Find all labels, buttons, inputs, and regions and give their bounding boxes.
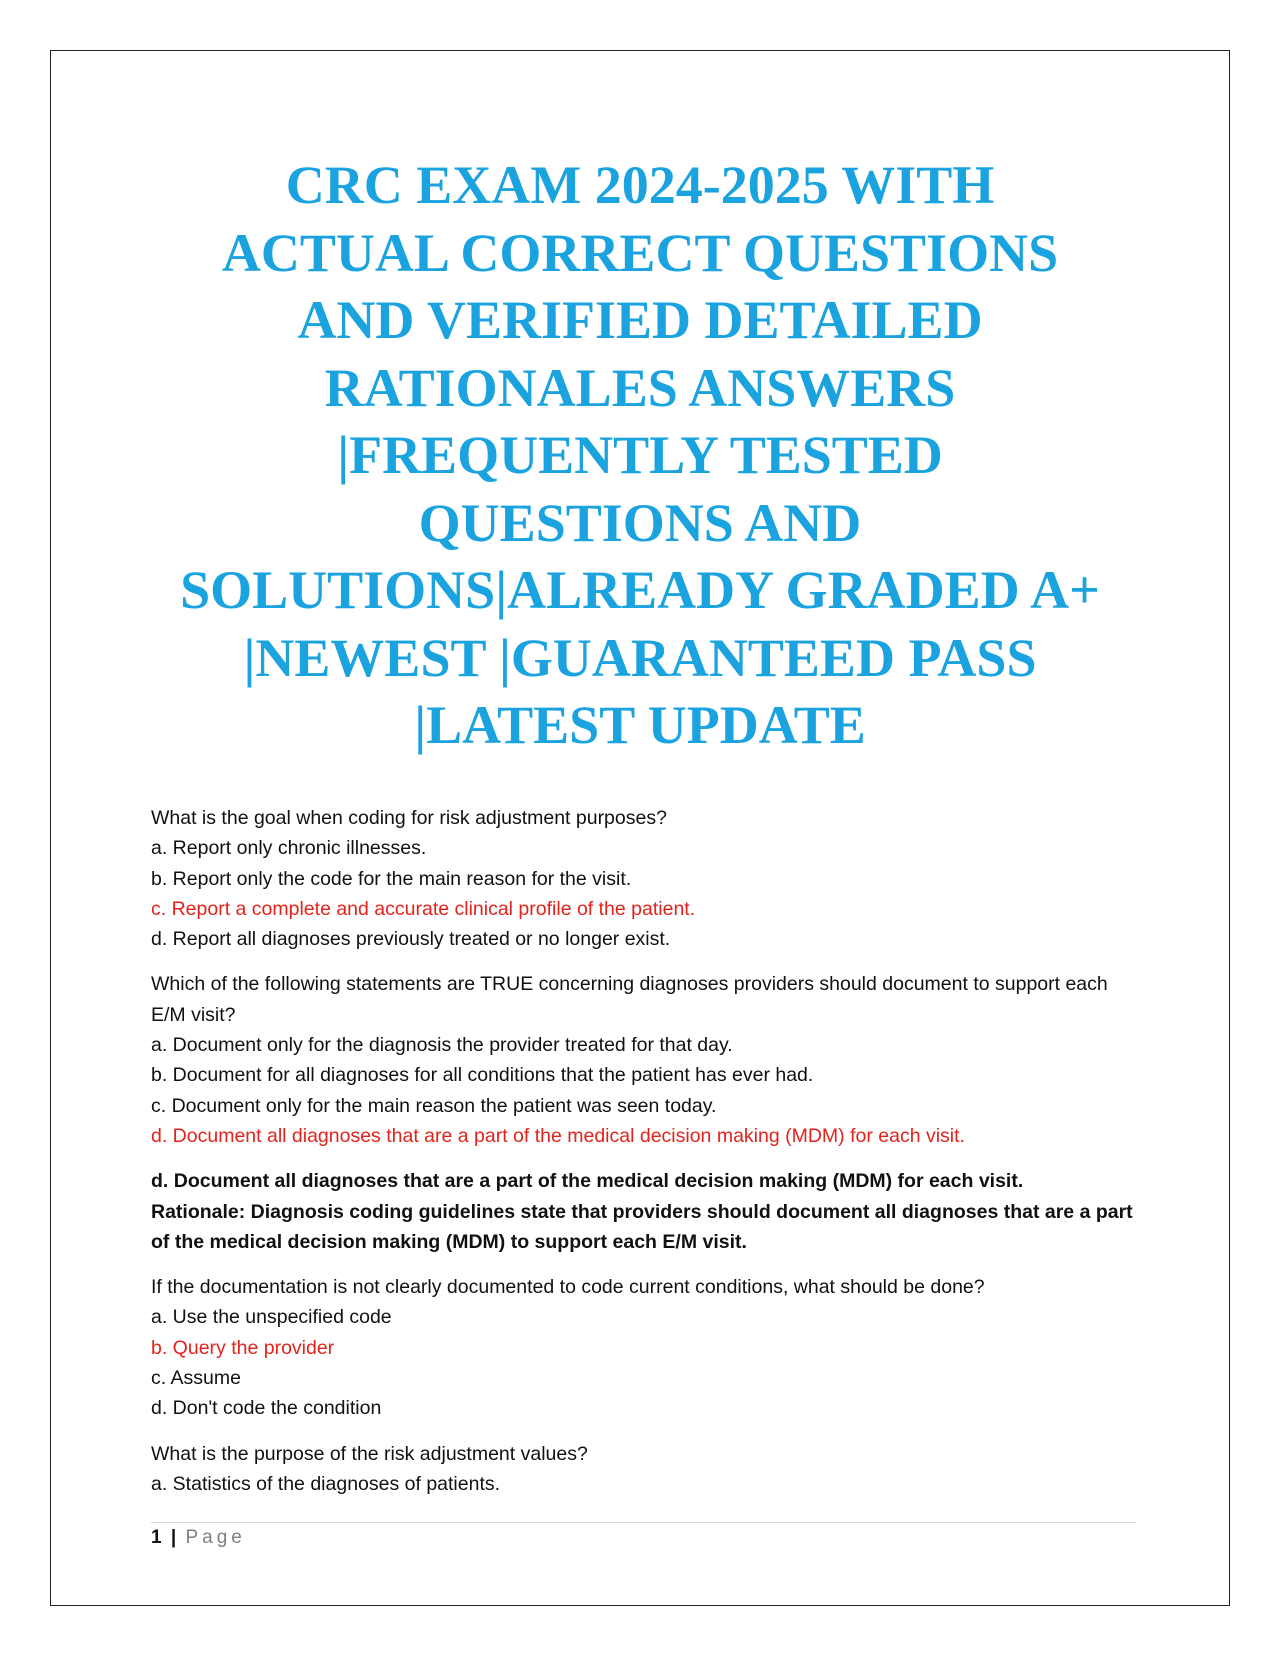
answer-option: c. Assume: [151, 1367, 241, 1390]
question-list: [151, 803, 1141, 1514]
page-number: 1: [151, 1527, 162, 1548]
title-line: CRC EXAM 2024-2025 WITH: [285, 155, 995, 215]
question-text: What is the goal when coding for risk adjustment purposes?: [151, 807, 667, 829]
answer-option: b. Document for all diagnoses for all conditions that the patient has ever had.: [151, 1064, 814, 1087]
answer-option: a. Document only for the diagnosis the provider treated for that day.: [151, 1034, 733, 1057]
question-block: [151, 969, 1141, 1151]
correct-answer-option: c. Report a complete and accurate clinical profile of the patient.: [151, 897, 696, 920]
rationale-text: Rationale: Diagnosis coding guidelines state that providers should document all diagnoses that are a part of the medical decision making (MDM) to support each E/M visit.: [151, 1200, 1133, 1253]
question-text: Which of the following statements are TRUE concerning diagnoses providers should document to support each E/M visit?: [151, 973, 1108, 1026]
title-line: AND VERIFIED DETAILED: [297, 290, 983, 350]
answer-option: a. Use the unspecified code: [151, 1306, 392, 1329]
question-text: What is the purpose of the risk adjustment values?: [151, 1442, 588, 1465]
correct-answer-option: b. Query the provider: [151, 1336, 335, 1359]
title-line: ACTUAL CORRECT QUESTIONS: [221, 222, 1059, 283]
question-block: [151, 1439, 1141, 1500]
document-title: [140, 152, 1140, 760]
rationale-answer: d. Document all diagnoses that are a part of the medical decision making (MDM) for each visit.: [151, 1170, 1024, 1193]
question-block: [151, 803, 1141, 954]
rationale-block: [151, 1166, 1141, 1257]
title-line: |NEWEST |GUARANTEED PASS: [243, 627, 1037, 688]
title-line: |FREQUENTLY TESTED: [337, 425, 943, 485]
question-text: If the documentation is not clearly documented to code current conditions, what should be done?: [151, 1276, 985, 1299]
answer-option: d. Don't code the condition: [151, 1397, 382, 1420]
question-block: [151, 1272, 1141, 1423]
title-line: |LATEST UPDATE: [414, 695, 866, 755]
page-label: Page: [185, 1527, 246, 1548]
answer-option: a. Report only chronic illnesses.: [151, 837, 427, 860]
page-footer: [151, 1525, 246, 1551]
correct-answer-option: d. Document all diagnoses that are a part of the medical decision making (MDM) for each visit.: [151, 1124, 965, 1147]
title-line: QUESTIONS AND: [418, 492, 862, 553]
answer-option: c. Document only for the main reason the patient was seen today.: [151, 1094, 717, 1117]
answer-option: b. Report only the code for the main reason for the visit.: [151, 867, 632, 890]
title-line: SOLUTIONS|ALREADY GRADED A+: [180, 560, 1100, 620]
footer-divider: [151, 1522, 1136, 1523]
title-line: RATIONALES ANSWERS: [324, 357, 956, 418]
answer-option: d. Report all diagnoses previously treated or no longer exist.: [151, 928, 671, 951]
footer-separator: |: [170, 1527, 177, 1548]
answer-option: a. Statistics of the diagnoses of patients.: [151, 1472, 501, 1495]
